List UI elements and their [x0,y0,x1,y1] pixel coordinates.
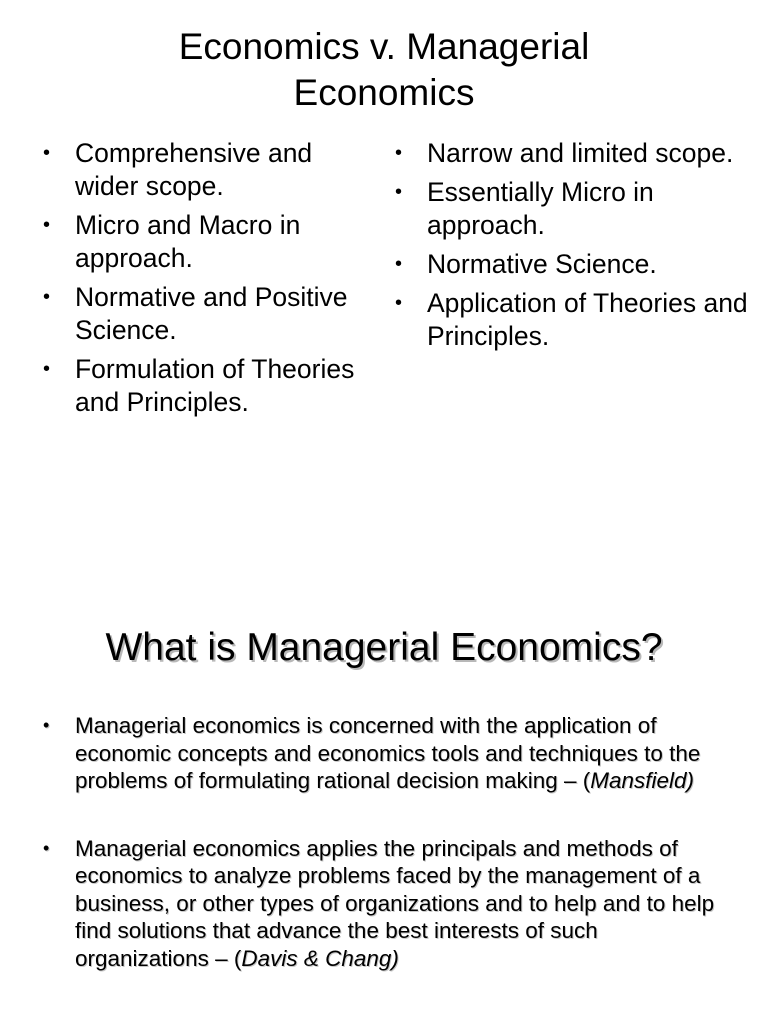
list-item-text: Normative Science. [427,249,657,279]
list-item [40,137,360,203]
list-item [40,353,360,419]
bullet-icon: • [43,142,51,164]
bullet-icon: • [43,715,50,735]
definition-source: Davis & Chang) [241,945,399,971]
definition-item [40,712,730,795]
definition-item [40,835,730,973]
list-item [392,137,752,170]
title-line-1: Economics v. Managerial [178,26,590,67]
list-item-text: Normative and Positive Science. [75,282,348,345]
slide-economics-vs-managerial [0,0,768,480]
list-item [392,287,752,353]
definition-source: Mansfield) [590,768,695,793]
list-item [392,248,752,281]
definition-list [40,712,730,972]
bullet-icon: • [395,181,403,203]
bullet-icon: • [43,214,51,236]
bullet-icon: • [43,358,51,380]
list-item-text: Formulation of Theories and Principles. [75,354,355,417]
list-item [40,209,360,275]
bullet-icon: • [43,837,50,858]
list-item-text: Essentially Micro in approach. [427,177,654,240]
title-line-2: Economics [293,72,475,113]
list-item-text: Narrow and limited scope. [427,138,734,168]
slide-title: What is Managerial Economics? [105,626,663,669]
slide-title [0,24,768,116]
list-item-text: Application of Theories and Principles. [427,288,748,351]
definition-text: Managerial economics applies the principals and methods of economics to analyze problems faced by the management of a business, or other types of organizations and to help and to help find solutions that advance the best interests of such organizations – ( [75,835,715,971]
list-item-text: Micro and Macro in approach. [75,210,301,273]
bullet-icon: • [395,253,403,275]
bullet-icon: • [395,292,403,314]
managerial-economics-column [392,137,752,359]
economics-column [40,137,360,425]
definition-text: Managerial economics is concerned with the application of economic concepts and economics tools and techniques to the problems of formulating rational decision making – ( [75,713,701,793]
slide-what-is-managerial-economics [0,600,768,1024]
list-item [40,281,360,347]
list-item-text: Comprehensive and wider scope. [75,138,313,201]
bullet-icon: • [395,142,403,164]
list-item [392,176,752,242]
bullet-icon: • [43,286,51,308]
